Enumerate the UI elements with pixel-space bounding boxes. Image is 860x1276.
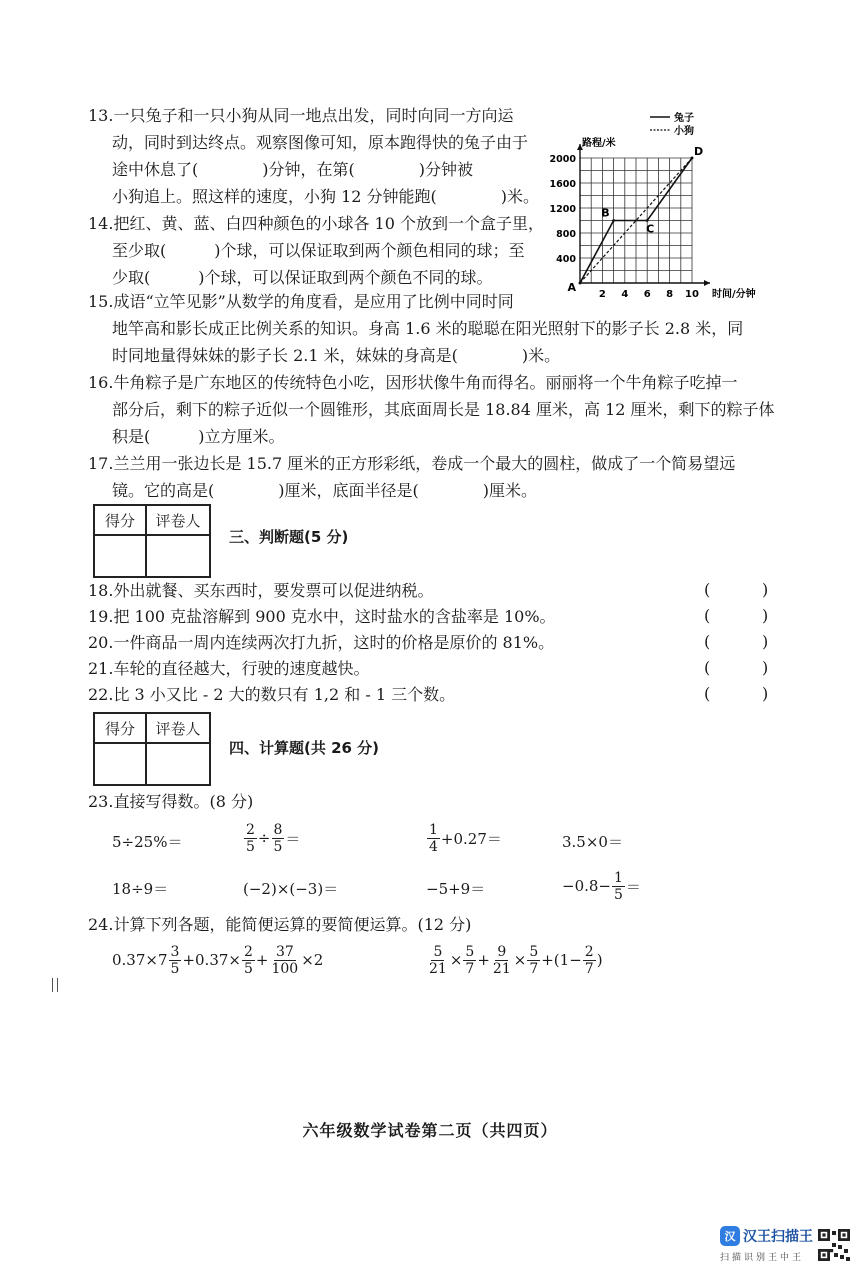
fraction: $\frac{3}{5}$ bbox=[170, 943, 180, 977]
x-axis-label: 时间/分钟 bbox=[712, 289, 756, 300]
fraction: $\frac{5}{21}$ bbox=[429, 943, 447, 977]
calc-expr: 5÷25%＝ bbox=[112, 832, 183, 851]
watermark-name: 汉王扫描王 bbox=[743, 1229, 813, 1245]
answer-paren-open[interactable]: ( bbox=[704, 632, 711, 651]
x-tick-label: 10 bbox=[685, 289, 699, 300]
calc-23-e: 18÷9＝ bbox=[112, 879, 169, 898]
chart-legend bbox=[650, 111, 694, 137]
answer-paren-open[interactable]: ( bbox=[704, 684, 711, 703]
answer-paren-open[interactable]: ( bbox=[704, 580, 711, 599]
fraction: $\frac{9}{21}$ bbox=[492, 943, 511, 977]
calc-23-f: (−2)×(−3)＝ bbox=[243, 879, 339, 898]
x-tick-label: 2 bbox=[598, 289, 606, 300]
chart-axes bbox=[577, 144, 710, 286]
q13-line-1: 13.一只兔子和一只小狗从同一地点出发，同时向同一方向运 bbox=[88, 106, 514, 125]
distance-time-chart bbox=[540, 105, 780, 305]
calc-24-b: $\frac{5}{21}$ × $\frac{5}{7}$ + $\frac{9}{21}$ × $\frac{5}{7}$ +(1− $\frac{2}{7}$ ) bbox=[429, 943, 603, 977]
watermark-slogan: 扫描识别王中王 bbox=[720, 1253, 805, 1263]
calc-23-a bbox=[112, 824, 182, 858]
answer-paren-close: ) bbox=[762, 606, 769, 625]
tf-item-21: 21.车轮的直径越大，行驶的速度越快。 bbox=[88, 659, 370, 678]
grader-cell[interactable] bbox=[146, 743, 210, 785]
legend-label: 兔子 bbox=[674, 113, 694, 124]
scanner-watermark bbox=[720, 1226, 850, 1266]
calc-23-d: 3.5×0＝ bbox=[562, 832, 623, 851]
section3-title: 三、判断题(5 分) bbox=[229, 528, 349, 546]
q14-line-3: 少取( )个球，可以保证取到两个颜色不同的球。 bbox=[112, 268, 493, 287]
data-point bbox=[612, 219, 615, 222]
tf-item-20: 20.一件商品一周内连续两次打九折，这时的价格是原价的 81%。 bbox=[88, 633, 555, 652]
q13-line-3: 途中休息了( )分钟，在第( )分钟被 bbox=[112, 160, 473, 179]
q15-line-2: 地竿高和影长成正比例关系的知识。身高 1.6 米的聪聪在阳光照射下的影子长 2.8 米，同 bbox=[112, 319, 744, 338]
calc-23-c: $\frac{1}{4}$ +0.27＝ bbox=[429, 821, 502, 855]
y-axis-label: 路程/米 bbox=[582, 138, 616, 149]
fraction: $\frac{37}{100}$ bbox=[271, 943, 299, 977]
score-cell[interactable] bbox=[94, 535, 146, 577]
score-header: 得分 bbox=[94, 505, 146, 535]
y-tick-label: 400 bbox=[556, 254, 576, 265]
y-tick-label: 1200 bbox=[549, 204, 576, 215]
x-tick-label: 6 bbox=[643, 289, 651, 300]
answer-paren-close: ) bbox=[762, 684, 769, 703]
calc-23-g: −5+9＝ bbox=[426, 879, 486, 898]
answer-paren-open[interactable]: ( bbox=[704, 658, 711, 677]
grader-header: 评卷人 bbox=[146, 505, 210, 535]
tf-item-22: 22.比 3 小又比 - 2 大的数只有 1,2 和 - 1 三个数。 bbox=[88, 685, 456, 704]
score-cell[interactable] bbox=[94, 743, 146, 785]
answer-paren-close: ) bbox=[762, 580, 769, 599]
fraction: $\frac{5}{7}$ bbox=[529, 943, 539, 977]
margin-mark bbox=[52, 978, 58, 992]
fraction: $\frac{1}{5}$ bbox=[614, 869, 623, 903]
score-box-section3 bbox=[93, 504, 211, 578]
grader-cell[interactable] bbox=[146, 535, 210, 577]
y-tick-label: 1600 bbox=[549, 179, 576, 190]
calc-23-b: $\frac{2}{5}$ ÷ $\frac{8}{5}$ ＝ bbox=[246, 821, 301, 855]
q15-line-3: 时同地量得妹妹的影子长 2.1 米，妹妹的身高是( )米。 bbox=[112, 346, 561, 365]
legend-label: 小狗 bbox=[674, 126, 694, 137]
answer-paren-close: ) bbox=[762, 632, 769, 651]
q24-title: 24.计算下列各题，能简便运算的要简便运算。(12 分) bbox=[88, 915, 472, 934]
y-tick-label: 2000 bbox=[549, 154, 576, 165]
q14-line-1: 14.把红、黄、蓝、白四种颜色的小球各 10 个放到一个盒子里， bbox=[88, 214, 544, 233]
score-header: 得分 bbox=[94, 713, 146, 743]
q13-line-4: 小狗追上。照这样的速度，小狗 12 分钟能跑( )米。 bbox=[112, 187, 540, 206]
score-box-section4 bbox=[93, 712, 211, 786]
fraction: $\frac{1}{4}$ bbox=[429, 821, 438, 855]
calc-24-a: 0.37×7 $\frac{3}{5}$ +0.37× $\frac{2}{5}$ + $\frac{37}{100}$ ×2 bbox=[112, 943, 324, 977]
q23-title: 23.直接写得数。(8 分) bbox=[88, 792, 254, 811]
tf-item-18: 18.外出就餐、买东西时，要发票可以促进纳税。 bbox=[88, 581, 434, 600]
fraction: $\frac{8}{5}$ bbox=[273, 821, 283, 855]
q16-line-2: 部分后，剩下的粽子近似一个圆锥形，其底面周长是 18.84 厘米，高 12 厘米，剩下的粽子体 bbox=[112, 400, 775, 419]
section4-title: 四、计算题(共 26 分) bbox=[229, 739, 380, 757]
data-point bbox=[691, 157, 694, 160]
point-label: B bbox=[601, 206, 610, 220]
fraction: $\frac{2}{7}$ bbox=[584, 943, 594, 977]
x-tick-label: 8 bbox=[666, 289, 674, 300]
q15-line-1: 15.成语“立竿见影”从数学的角度看，是应用了比例中同时同 bbox=[88, 292, 514, 311]
q17-line-2: 镜。它的高是( )厘米，底面半径是( )厘米。 bbox=[112, 481, 537, 500]
q16-line-3: 积是( )立方厘米。 bbox=[112, 427, 285, 446]
answer-paren-open[interactable]: ( bbox=[704, 606, 711, 625]
q17-line-1: 17.兰兰用一张边长是 15.7 厘米的正方形彩纸，卷成一个最大的圆柱，做成了一个简易望远 bbox=[88, 454, 736, 473]
fraction: $\frac{5}{7}$ bbox=[465, 943, 475, 977]
point-label: A bbox=[567, 281, 576, 294]
x-axis-arrow bbox=[704, 280, 710, 286]
fraction: $\frac{2}{5}$ bbox=[243, 943, 253, 977]
q14-line-2: 至少取( )个球，可以保证取到两个颜色相同的球；至 bbox=[112, 241, 525, 260]
data-point bbox=[646, 219, 649, 222]
point-label: D bbox=[694, 145, 704, 158]
calc-23-h: −0.8− $\frac{1}{5}$ ＝ bbox=[562, 869, 641, 903]
fraction: $\frac{2}{5}$ bbox=[246, 821, 255, 855]
grader-header: 评卷人 bbox=[146, 713, 210, 743]
q13-line-2: 动，同时到达终点。观察图像可知，原本跑得快的兔子由于 bbox=[112, 133, 529, 152]
x-tick-label: 4 bbox=[621, 289, 629, 300]
q16-line-1: 16.牛角粽子是广东地区的传统特色小吃，因形状像牛角而得名。丽丽将一个牛角粽子吃掉一 bbox=[88, 373, 738, 392]
y-tick-label: 800 bbox=[556, 229, 576, 240]
tf-item-19: 19.把 100 克盐溶解到 900 克水中，这时盐水的含盐率是 10%。 bbox=[88, 607, 556, 626]
qr-code-icon bbox=[818, 1226, 850, 1264]
point-label: C bbox=[646, 222, 655, 236]
page-footer: 六年级数学试卷第二页（共四页） bbox=[302, 1121, 558, 1140]
answer-paren-close: ) bbox=[762, 658, 769, 677]
watermark-brand bbox=[720, 1226, 813, 1246]
data-point bbox=[579, 282, 582, 285]
brand-icon: 汉 bbox=[720, 1226, 740, 1246]
